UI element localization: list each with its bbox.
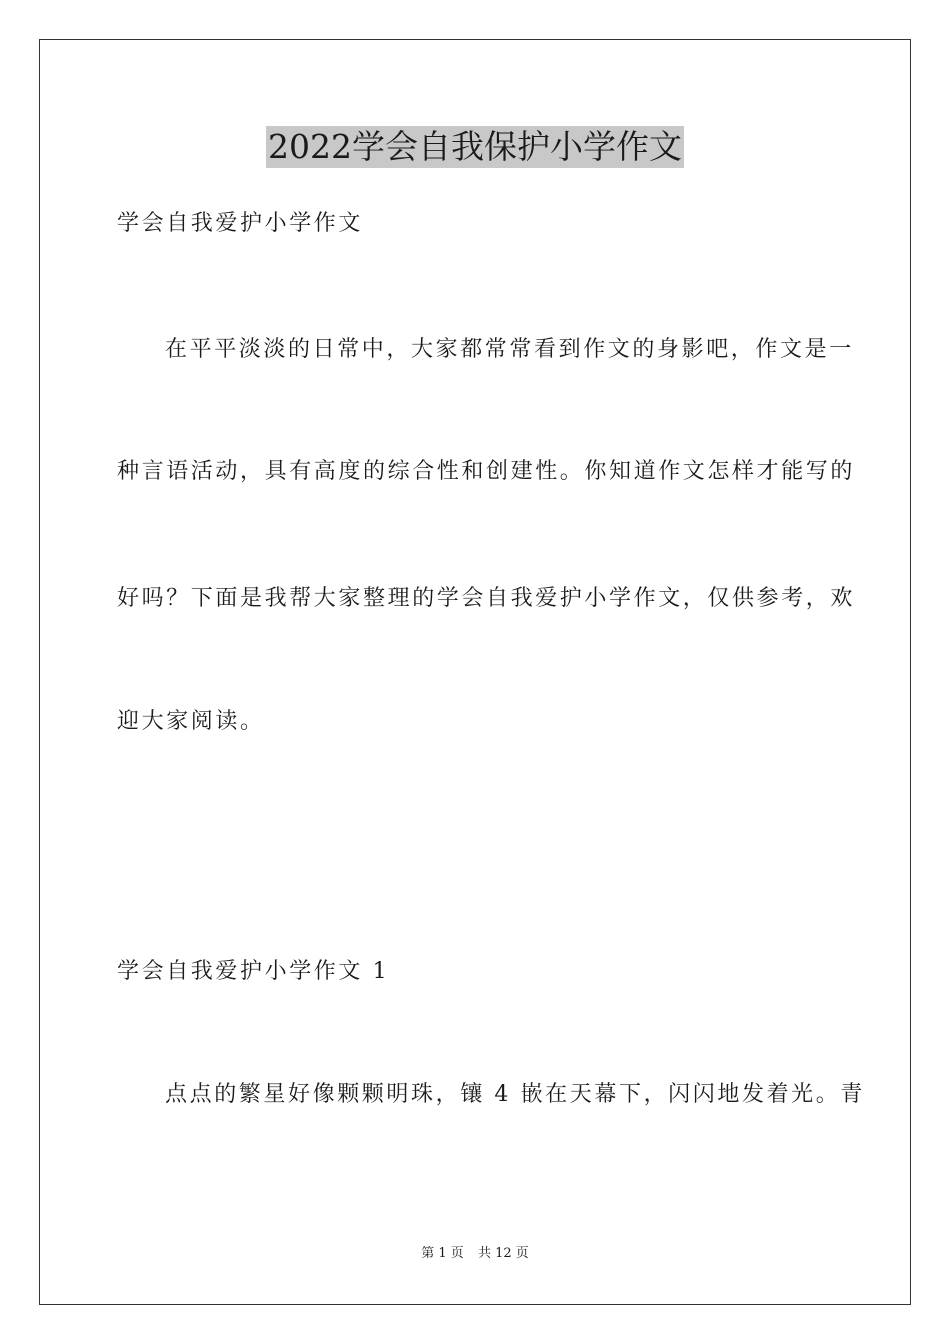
section-heading: 学会自我爱护小学作文 1 (117, 959, 390, 984)
page-number: 第 1 页 (421, 1246, 464, 1261)
page-count: 共 12 页 (477, 1246, 529, 1261)
paragraph-line: 迎大家阅读。 (117, 709, 265, 734)
document-subtitle: 学会自我爱护小学作文 (117, 211, 364, 236)
page-footer (0, 1245, 950, 1263)
paragraph-line: 好吗？下面是我帮大家整理的学会自我爱护小学作文，仅供参考，欢 (117, 586, 856, 611)
paragraph-line: 种言语活动，具有高度的综合性和创建性。你知道作文怎样才能写的 (117, 459, 856, 484)
title-container (0, 126, 950, 168)
paragraph-line: 点点的繁星好像颗颗明珠，镶 4 嵌在天幕下，闪闪地发着光。青 (165, 1082, 865, 1107)
document-title: 2022学会自我保护小学作文 (268, 127, 682, 166)
paragraph-line: 在平平淡淡的日常中，大家都常常看到作文的身影吧，作文是一 (165, 337, 854, 362)
